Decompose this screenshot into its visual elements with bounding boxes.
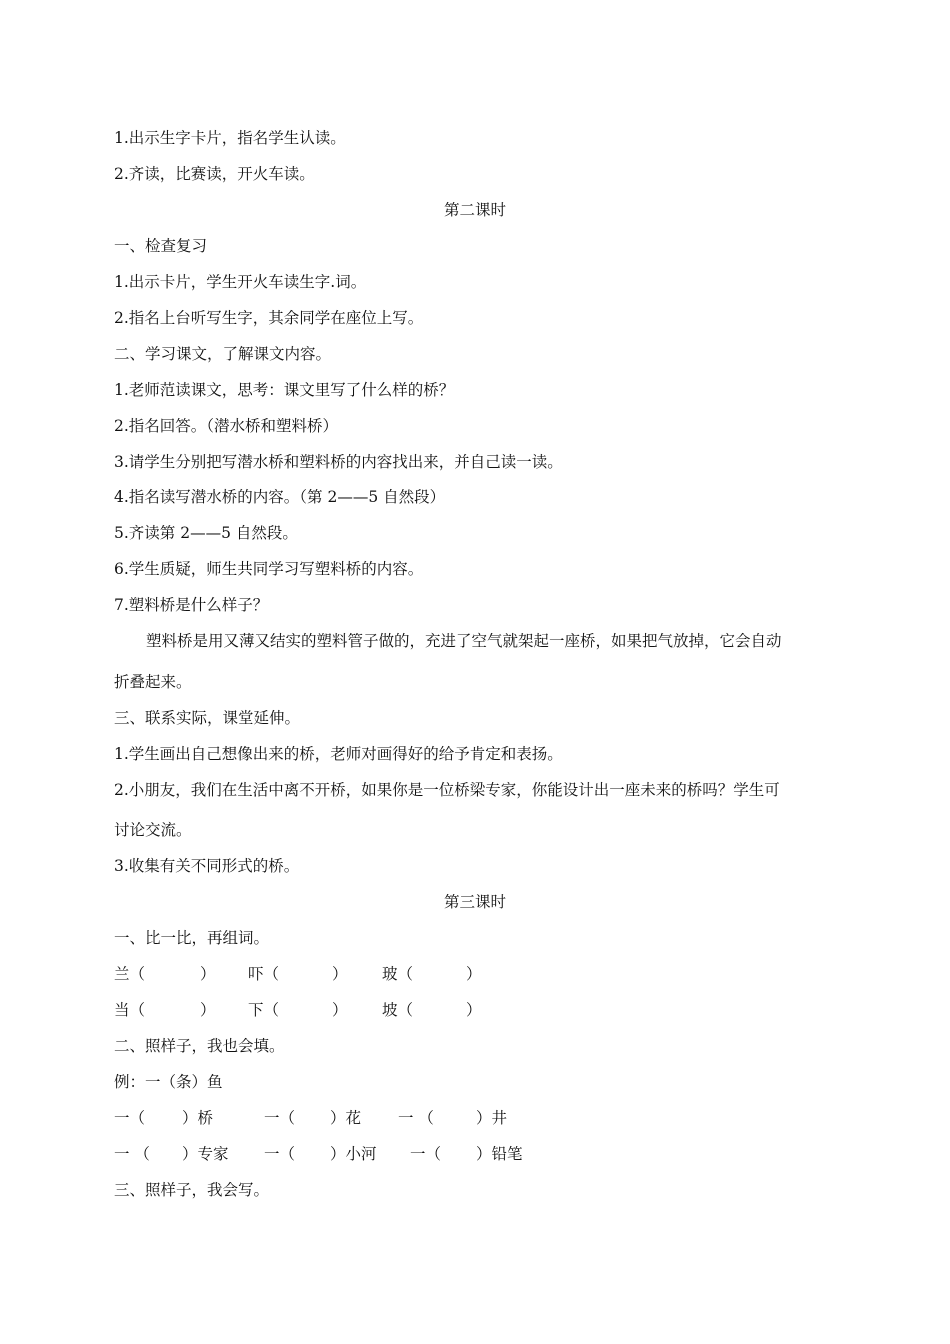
compare-cell: ） bbox=[332, 1001, 348, 1019]
exercise-heading: 二、照样子，我也会填。 bbox=[114, 1037, 285, 1055]
text-line: 讨论交流。 bbox=[114, 821, 192, 839]
fill-cell: ）花 bbox=[330, 1109, 362, 1127]
compare-cell: ） bbox=[200, 965, 216, 983]
text-line: 5.齐读第 2——5 自然段。 bbox=[114, 524, 298, 542]
exercise-heading: 三、照样子，我会写。 bbox=[114, 1181, 270, 1199]
lesson-heading: 第二课时 bbox=[443, 201, 506, 219]
fill-cell: 一（ bbox=[114, 1109, 146, 1127]
compare-cell: 当（ bbox=[114, 1001, 146, 1019]
text-line: 1.学生画出自己想像出来的桥，老师对画得好的给予肯定和表扬。 bbox=[114, 745, 563, 763]
text-line: 4.指名读写潜水桥的内容。（第 2——5 自然段） bbox=[114, 488, 446, 506]
compare-cell: 玻（ bbox=[382, 965, 414, 983]
compare-cell: ） bbox=[332, 965, 348, 983]
text-line: 7.塑料桥是什么样子？ bbox=[114, 596, 269, 614]
compare-cell: 兰（ bbox=[114, 965, 146, 983]
text-line: 2.指名回答。（潜水桥和塑料桥） bbox=[114, 417, 339, 435]
fill-cell: 一（ bbox=[264, 1145, 296, 1163]
section-heading: 三、联系实际，课堂延伸。 bbox=[114, 709, 301, 727]
paragraph-line: 折叠起来。 bbox=[114, 673, 192, 691]
compare-cell: 下（ bbox=[248, 1001, 280, 1019]
text-line: 2.指名上台听写生字，其余同学在座位上写。 bbox=[114, 309, 424, 327]
fill-cell: ）专家 bbox=[182, 1145, 229, 1163]
fill-cell: 一（ bbox=[410, 1145, 442, 1163]
text-line: 2.齐读，比赛读，开火车读。 bbox=[114, 165, 315, 183]
fill-cell: 一（ bbox=[264, 1109, 296, 1127]
fill-cell: ）小河 bbox=[330, 1145, 377, 1163]
compare-cell: ） bbox=[200, 1001, 216, 1019]
exercise-heading: 一、比一比，再组词。 bbox=[114, 929, 270, 947]
compare-cell: 吓（ bbox=[248, 965, 280, 983]
lesson-heading: 第三课时 bbox=[443, 893, 506, 911]
fill-cell: ）铅笔 bbox=[476, 1145, 523, 1163]
compare-cell: 坡（ bbox=[382, 1001, 414, 1019]
section-heading: 二、学习课文，了解课文内容。 bbox=[114, 345, 332, 363]
section-heading: 一、检查复习 bbox=[114, 237, 208, 255]
compare-cell: ） bbox=[466, 965, 482, 983]
text-line: 1.老师范读课文，思考：课文里写了什么样的桥？ bbox=[114, 381, 455, 399]
text-line: 3.请学生分别把写潜水桥和塑料桥的内容找出来，并自己读一读。 bbox=[114, 453, 563, 471]
text-line: 2.小朋友，我们在生活中离不开桥，如果你是一位桥梁专家，你能设计出一座未来的桥吗？学生可 bbox=[114, 781, 780, 799]
fill-cell: 一 （ bbox=[398, 1109, 434, 1127]
text-line: 1.出示卡片，学生开火车读生字.词。 bbox=[114, 273, 367, 291]
text-line: 1.出示生字卡片，指名学生认读。 bbox=[114, 129, 346, 147]
text-line: 6.学生质疑，师生共同学习写塑料桥的内容。 bbox=[114, 560, 424, 578]
fill-cell: ）井 bbox=[476, 1109, 508, 1127]
paragraph-line: 塑料桥是用又薄又结实的塑料管子做的，充进了空气就架起一座桥，如果把气放掉，它会自动 bbox=[146, 632, 782, 650]
fill-cell: 一 （ bbox=[114, 1145, 150, 1163]
compare-cell: ） bbox=[466, 1001, 482, 1019]
example-line: 例：一（条）鱼 bbox=[114, 1073, 223, 1091]
fill-cell: ）桥 bbox=[182, 1109, 214, 1127]
text-line: 3.收集有关不同形式的桥。 bbox=[114, 857, 300, 875]
